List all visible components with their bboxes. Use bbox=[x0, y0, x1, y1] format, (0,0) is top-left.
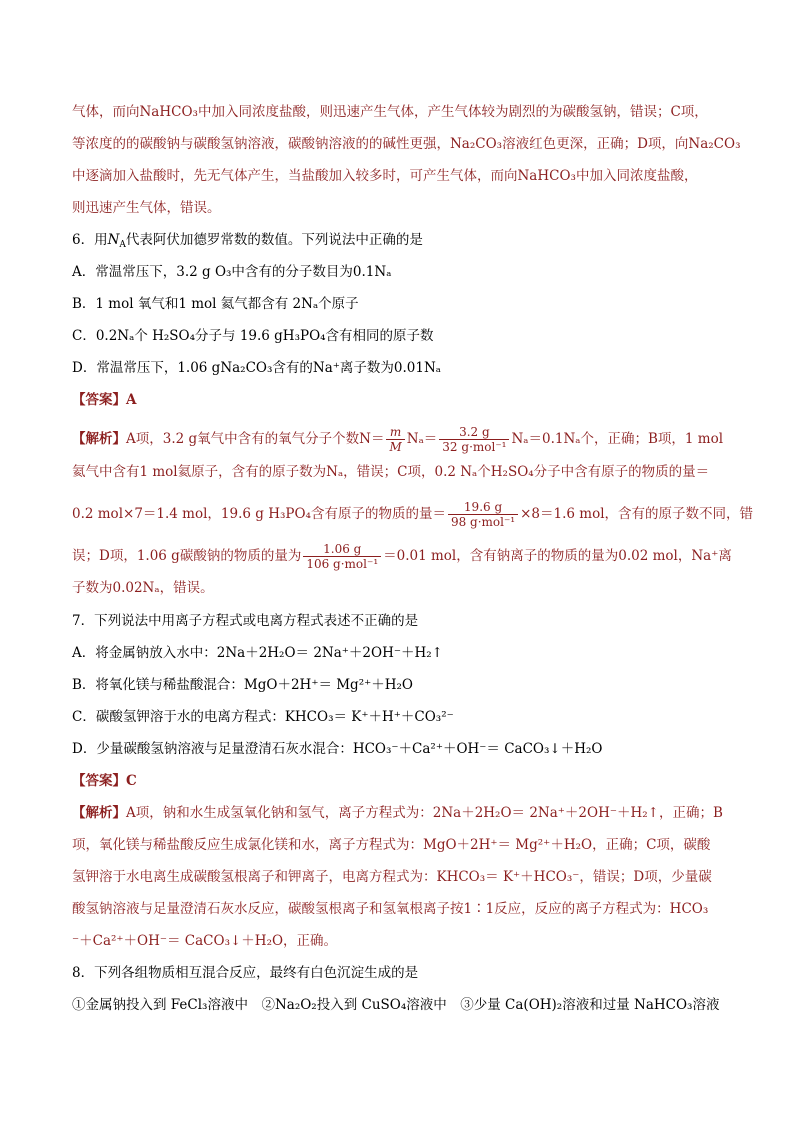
q6-analysis-line-2: 氦气中含有1 mol氦原子，含有的原子数为Nₐ，错误；C项，0.2 Nₐ个H₂SO₄分子中含有原子的物质的量＝ bbox=[72, 464, 710, 480]
q7-analysis-label: 【解析】 bbox=[72, 805, 126, 821]
q6-frac4-num: 1.06 g bbox=[303, 542, 381, 557]
q6-answer bbox=[72, 390, 722, 410]
q6-frac2-num: 3.2 g bbox=[439, 425, 509, 440]
q7-option-d: D．少量碳酸氢钠溶液与足量澄清石灰水混合：HCO₃⁻＋Ca²⁺＋OH⁻＝ CaCO₃↓＋H₂O bbox=[72, 741, 603, 757]
q7-option-a: A．将金属钠放入水中：2Na＋2H₂O＝ 2Na⁺＋2OH⁻＋H₂↑ bbox=[72, 645, 443, 661]
q6-an1-a: A项，3.2 g氧气中含有的氧气分子个数N＝ bbox=[126, 431, 385, 447]
q7-answer bbox=[72, 771, 722, 791]
q8-options: ①金属钠投入到 FeCl₃溶液中 ②Na₂O₂投入到 CuSO₄溶液中 ③少量 Ca(OH)₂溶液和过量 NaHCO₃溶液 bbox=[72, 997, 720, 1013]
q6-fraction-32g bbox=[439, 425, 509, 454]
q7-analysis-line-1 bbox=[72, 803, 722, 823]
q7-answer-label: 【答案】 bbox=[72, 773, 126, 789]
q6-an3-b: ×8＝1.6 mol，含有的原子数不同，错 bbox=[520, 506, 754, 522]
q6-option-a: A．常温常压下，3.2 g O₃中含有的分子数目为0.1Nₐ bbox=[72, 264, 392, 280]
q6-frac1-den: M bbox=[389, 440, 402, 454]
q6-analysis-line-4 bbox=[72, 542, 732, 571]
q7-analysis-line-2: 项，氧化镁与稀盐酸反应生成氯化镁和水，离子方程式为：MgO＋2H⁺＝ Mg²⁺＋H₂O，正确；C项，碳酸 bbox=[72, 837, 711, 853]
q5-analysis-line-4: 则迅速产生气体，错误。 bbox=[72, 200, 221, 216]
q6-analysis-line-5: 子数为0.02Nₐ，错误。 bbox=[72, 580, 214, 596]
q6-an1-c: Nₐ＝0.1Nₐ个，正确；B项，1 mol bbox=[511, 431, 724, 447]
q8-stem: 8．下列各组物质相互混合反应，最终有白色沉淀生成的是 bbox=[72, 965, 419, 981]
q5-analysis-line-1: 气体，而向NaHCO₃中加入同浓度盐酸，则迅速产生气体，产生气体较为剧烈的为碳酸氢钠，错误；C项， bbox=[72, 104, 708, 120]
q6-option-b: B．1 mol 氧气和1 mol 氦气都含有 2Nₐ个原子 bbox=[72, 296, 359, 312]
q7-analysis-line-4: 酸氢钠溶液与足量澄清石灰水反应，碳酸氢根离子和氢氧根离子按1∶1反应，反应的离子方程式为：HCO₃ bbox=[72, 901, 709, 917]
q7-option-c: C．碳酸氢钾溶于水的电离方程式：KHCO₃＝ K⁺＋H⁺＋CO₃²⁻ bbox=[72, 709, 454, 725]
q5-analysis-line-3: 中逐滴加入盐酸时，先无气体产生，当盐酸加入较多时，可产生气体，而向NaHCO₃中加入同浓度盐酸， bbox=[72, 168, 698, 184]
q6-stem-end: 代表阿伏加德罗常数的数值。下列说法中正确的是 bbox=[125, 232, 423, 248]
q7-option-b: B．将氧化镁与稀盐酸混合：MgO＋2H⁺＝ Mg²⁺＋H₂O bbox=[72, 677, 413, 693]
q6-an4-a: 误；D项，1.06 g碳酸钠的物质的量为 bbox=[72, 548, 302, 564]
q6-stem-symbol: N bbox=[107, 232, 120, 248]
q7-an1: A项，钠和水生成氢氧化钠和氢气，离子方程式为：2Na＋2H₂O＝ 2Na⁺＋2OH⁻＋H₂↑，正确；B bbox=[126, 805, 723, 821]
q6-frac3-num: 19.6 g bbox=[448, 500, 518, 515]
q6-fraction-1-06g bbox=[303, 542, 381, 571]
q6-an3-a: 0.2 mol×7＝1.4 mol，19.6 g H₃PO₄含有原子的物质的量＝ bbox=[72, 506, 446, 522]
q6-stem-start: 6．用 bbox=[72, 232, 108, 248]
q6-fraction-m-over-M bbox=[386, 425, 404, 454]
q6-analysis-label: 【解析】 bbox=[72, 431, 126, 447]
q6-frac2-den: 32 g·mol⁻¹ bbox=[442, 440, 507, 454]
q6-option-c: C．0.2Nₐ个 H₂SO₄分子与 19.6 gH₃PO₄含有相同的原子数 bbox=[72, 328, 434, 344]
q6-stem: 6．用$N_A$代表阿伏加德罗常数的数值。下列说法中正确的是 bbox=[72, 232, 423, 250]
q6-answer-label: 【答案】 bbox=[72, 392, 126, 408]
q6-analysis-line-3 bbox=[72, 500, 754, 529]
q6-option-d: D．常温常压下，1.06 gNa₂CO₃含有的Na⁺离子数为0.01Nₐ bbox=[72, 360, 441, 376]
q6-fraction-19-6g bbox=[448, 500, 518, 529]
q7-stem: 7．下列说法中用离子方程式或电离方程式表述不正确的是 bbox=[72, 613, 419, 629]
q6-an4-b: ＝0.01 mol，含有钠离子的物质的量为0.02 mol，Na⁺离 bbox=[383, 548, 732, 564]
q6-analysis-line-1 bbox=[72, 425, 722, 454]
q6-an1-b: Nₐ＝ bbox=[406, 431, 438, 447]
q6-frac1-num: m bbox=[386, 425, 404, 440]
q7-answer-value: C bbox=[126, 773, 137, 789]
q5-analysis-line-2: 等浓度的的碳酸钠与碳酸氢钠溶液，碳酸钠溶液的的碱性更强，Na₂CO₃溶液红色更深，正确；D项，向Na₂CO₃ bbox=[72, 136, 741, 152]
q7-analysis-line-5: ⁻＋Ca²⁺＋OH⁻＝ CaCO₃↓＋H₂O，正确。 bbox=[72, 933, 338, 949]
q7-analysis-line-3: 氢钾溶于水电离生成碳酸氢根离子和钾离子，电离方程式为：KHCO₃＝ K⁺＋HCO₃⁻，错误；D项，少量碳 bbox=[72, 869, 712, 885]
q6-frac4-den: 106 g·mol⁻¹ bbox=[306, 557, 379, 571]
q6-frac3-den: 98 g·mol⁻¹ bbox=[450, 515, 516, 529]
q6-answer-value: A bbox=[126, 392, 137, 408]
